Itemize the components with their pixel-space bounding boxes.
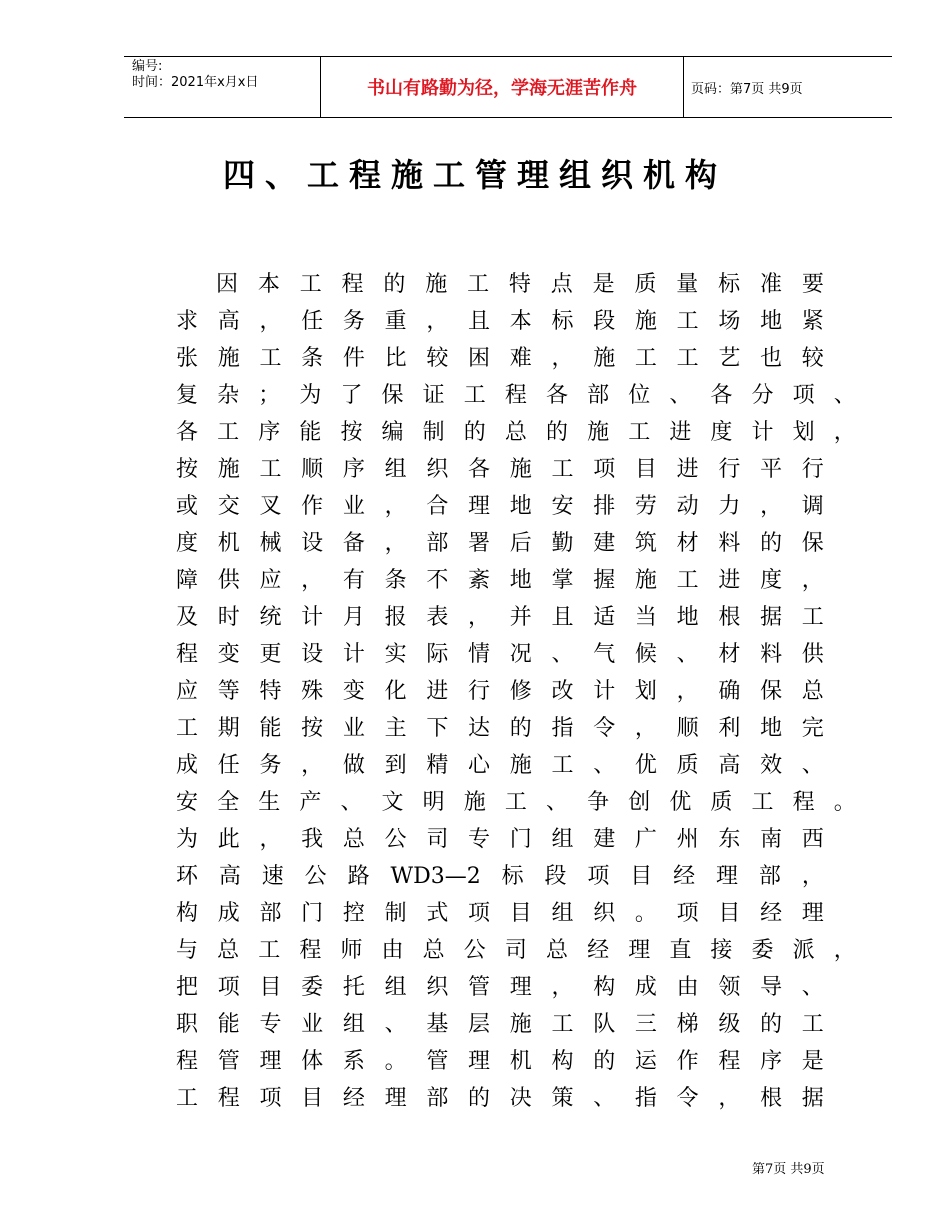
section-title: 四、工程施工管理组织机构 <box>222 156 727 194</box>
header-motto: 书山有路勤为径，学海无涯苦作舟 <box>367 78 637 99</box>
body-line: 把 项 目 委 托 组 织 管 理 ， 构 成 由 领 导 、 <box>176 975 824 1000</box>
body-line: 工 程 项 目 经 理 部 的 决 策 、 指 令 ， 根 据 <box>176 1086 824 1111</box>
header-meta <box>132 59 322 91</box>
body-line: 因 本 工 程 的 施 工 特 点 是 质 量 标 准 要 <box>216 272 824 297</box>
body-line: 构 成 部 门 控 制 式 项 目 组 织 。 项 目 经 理 <box>176 901 824 926</box>
header-divider <box>683 57 684 117</box>
page-header <box>124 56 892 118</box>
header-page-code: 页码：第7页 共9页 <box>691 81 803 97</box>
body-line: 或 交 叉 作 业 ， 合 理 地 安 排 劳 动 力 ， 调 <box>176 494 824 519</box>
page-footer: 第7页 共9页 <box>752 1162 825 1177</box>
body-line: 工 期 能 按 业 主 下 达 的 指 令 ， 顺 利 地 完 <box>176 716 824 741</box>
body-line: 环 高 速 公 路 WD3—2 标 段 项 目 经 理 部 ， <box>176 864 824 889</box>
body-line: 各 工 序 能 按 编 制 的 总 的 施 工 进 度 计 划 ， <box>176 420 856 445</box>
body-line: 应 等 特 殊 变 化 进 行 修 改 计 划 ， 确 保 总 <box>176 679 824 704</box>
body-line: 复 杂 ； 为 了 保 证 工 程 各 部 位 、 各 分 项 、 <box>176 383 856 408</box>
body-line: 及 时 统 计 月 报 表 ， 并 且 适 当 地 根 据 工 <box>176 605 824 630</box>
body-line: 障 供 应 ， 有 条 不 紊 地 掌 握 施 工 进 度 ， <box>176 568 824 593</box>
body-line: 求 高 ， 任 务 重 ， 且 本 标 段 施 工 场 地 紧 <box>176 309 824 334</box>
document-number-label: 编号: <box>132 59 163 74</box>
body-line: 与 总 工 程 师 由 总 公 司 总 经 理 直 接 委 派 ， <box>176 938 856 963</box>
body-line: 程 变 更 设 计 实 际 情 况 、 气 候 、 材 料 供 <box>176 642 824 667</box>
body-line: 按 施 工 顺 序 组 织 各 施 工 项 目 进 行 平 行 <box>176 457 824 482</box>
body-line: 安 全 生 产 、 文 明 施 工 、 争 创 优 质 工 程 。 <box>176 790 856 815</box>
body-paragraph <box>176 266 856 1117</box>
body-line: 程 管 理 体 系 。 管 理 机 构 的 运 作 程 序 是 <box>176 1049 824 1074</box>
body-line: 度 机 械 设 备 ， 部 署 后 勤 建 筑 材 料 的 保 <box>176 531 824 556</box>
body-line: 张 施 工 条 件 比 较 困 难 ， 施 工 工 艺 也 较 <box>176 346 824 371</box>
body-line: 职 能 专 业 组 、 基 层 施 工 队 三 梯 级 的 工 <box>176 1012 824 1037</box>
body-line: 成 任 务 ， 做 到 精 心 施 工 、 优 质 高 效 、 <box>176 753 824 778</box>
document-time-label: 时间：2021年x月x日 <box>132 75 259 90</box>
body-line: 为 此 ， 我 总 公 司 专 门 组 建 广 州 东 南 西 <box>176 827 824 852</box>
